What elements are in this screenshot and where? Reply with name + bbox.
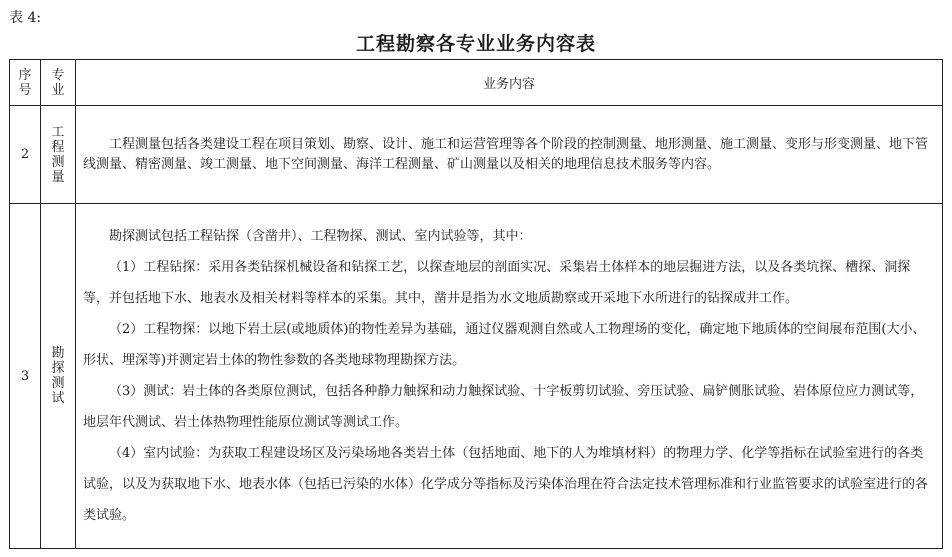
header-seq-label: 序号 (18, 67, 32, 98)
row-specialty-label: 工程测量 (51, 124, 65, 185)
content-paragraph: （2）工程物探：以地下岩土层(或地质体)的物性差异为基础，通过仪器观测自然或人工物理场的变化，确定地下地质体的空间展布范围(大小、形状、埋深等)并测定岩土体的物性参数的各类地球物理勘探方法。 (83, 322, 926, 368)
row-specialty (41, 204, 76, 549)
table-row (10, 106, 943, 204)
row-specialty (41, 106, 76, 204)
business-content-table (9, 59, 943, 549)
row-content (76, 106, 943, 204)
table-header-row (10, 60, 943, 106)
row-seq: 3 (10, 204, 41, 549)
content-paragraph: （4）室内试验：为获取工程建设场区及污染场地各类岩土体（包括地面、地下的人为堆填材料）的物理力学、化学等指标在试验室进行的各类试验，以及为获取地下水、地表水体（包括已污染的水体）化学成分等指标及污染体治理在符合法定技术管理标准和行业监管要求的试验室进行的各类试验。 (83, 446, 929, 523)
content-paragraph: （3）测试：岩土体的各类原位测试，包括各种静力触探和动力触探试验、十字板剪切试验、旁压试验、扁铲侧胀试验、岩体原位应力测试等，地层年代测试、岩土体热物理性能原位测试等测试工作。 (83, 384, 924, 430)
header-content: 业务内容 (76, 60, 943, 106)
table-row (10, 204, 943, 549)
row-seq: 2 (10, 106, 41, 204)
content-paragraph: 工程测量包括各类建设工程在项目策划、勘察、设计、施工和运营管理等各个阶段的控制测量、地形测量、施工测量、变形与形变测量、地下管线测量、精密测量、竣工测量、地下空间测量、海洋工程测量、矿山测量以及相关的地理信息技术服务等内容。 (83, 136, 929, 172)
table-label: 表 4: (9, 10, 42, 26)
header-specialty (41, 60, 76, 106)
header-specialty-label: 专业 (51, 67, 65, 98)
row-specialty-label: 勘探测试 (51, 346, 65, 406)
header-seq (10, 60, 41, 106)
content-paragraph: 勘探测试包括工程钻探（含凿井）、工程物探、测试、室内试验等，其中： (109, 229, 532, 244)
page-title: 工程勘察各专业业务内容表 (355, 33, 596, 55)
content-paragraph: （1）工程钻探：采用各类钻探机械设备和钻探工艺，以探查地层的剖面实况、采集岩土体样本的地层掘进方法，以及各类坑探、槽探、洞探等，并包括地下水、地表水及相关材料等样本的采集。其中，凿井是指为水文地质勘察或开采地下水所进行的钻探成井工作。 (83, 260, 911, 306)
row-content (76, 204, 943, 549)
